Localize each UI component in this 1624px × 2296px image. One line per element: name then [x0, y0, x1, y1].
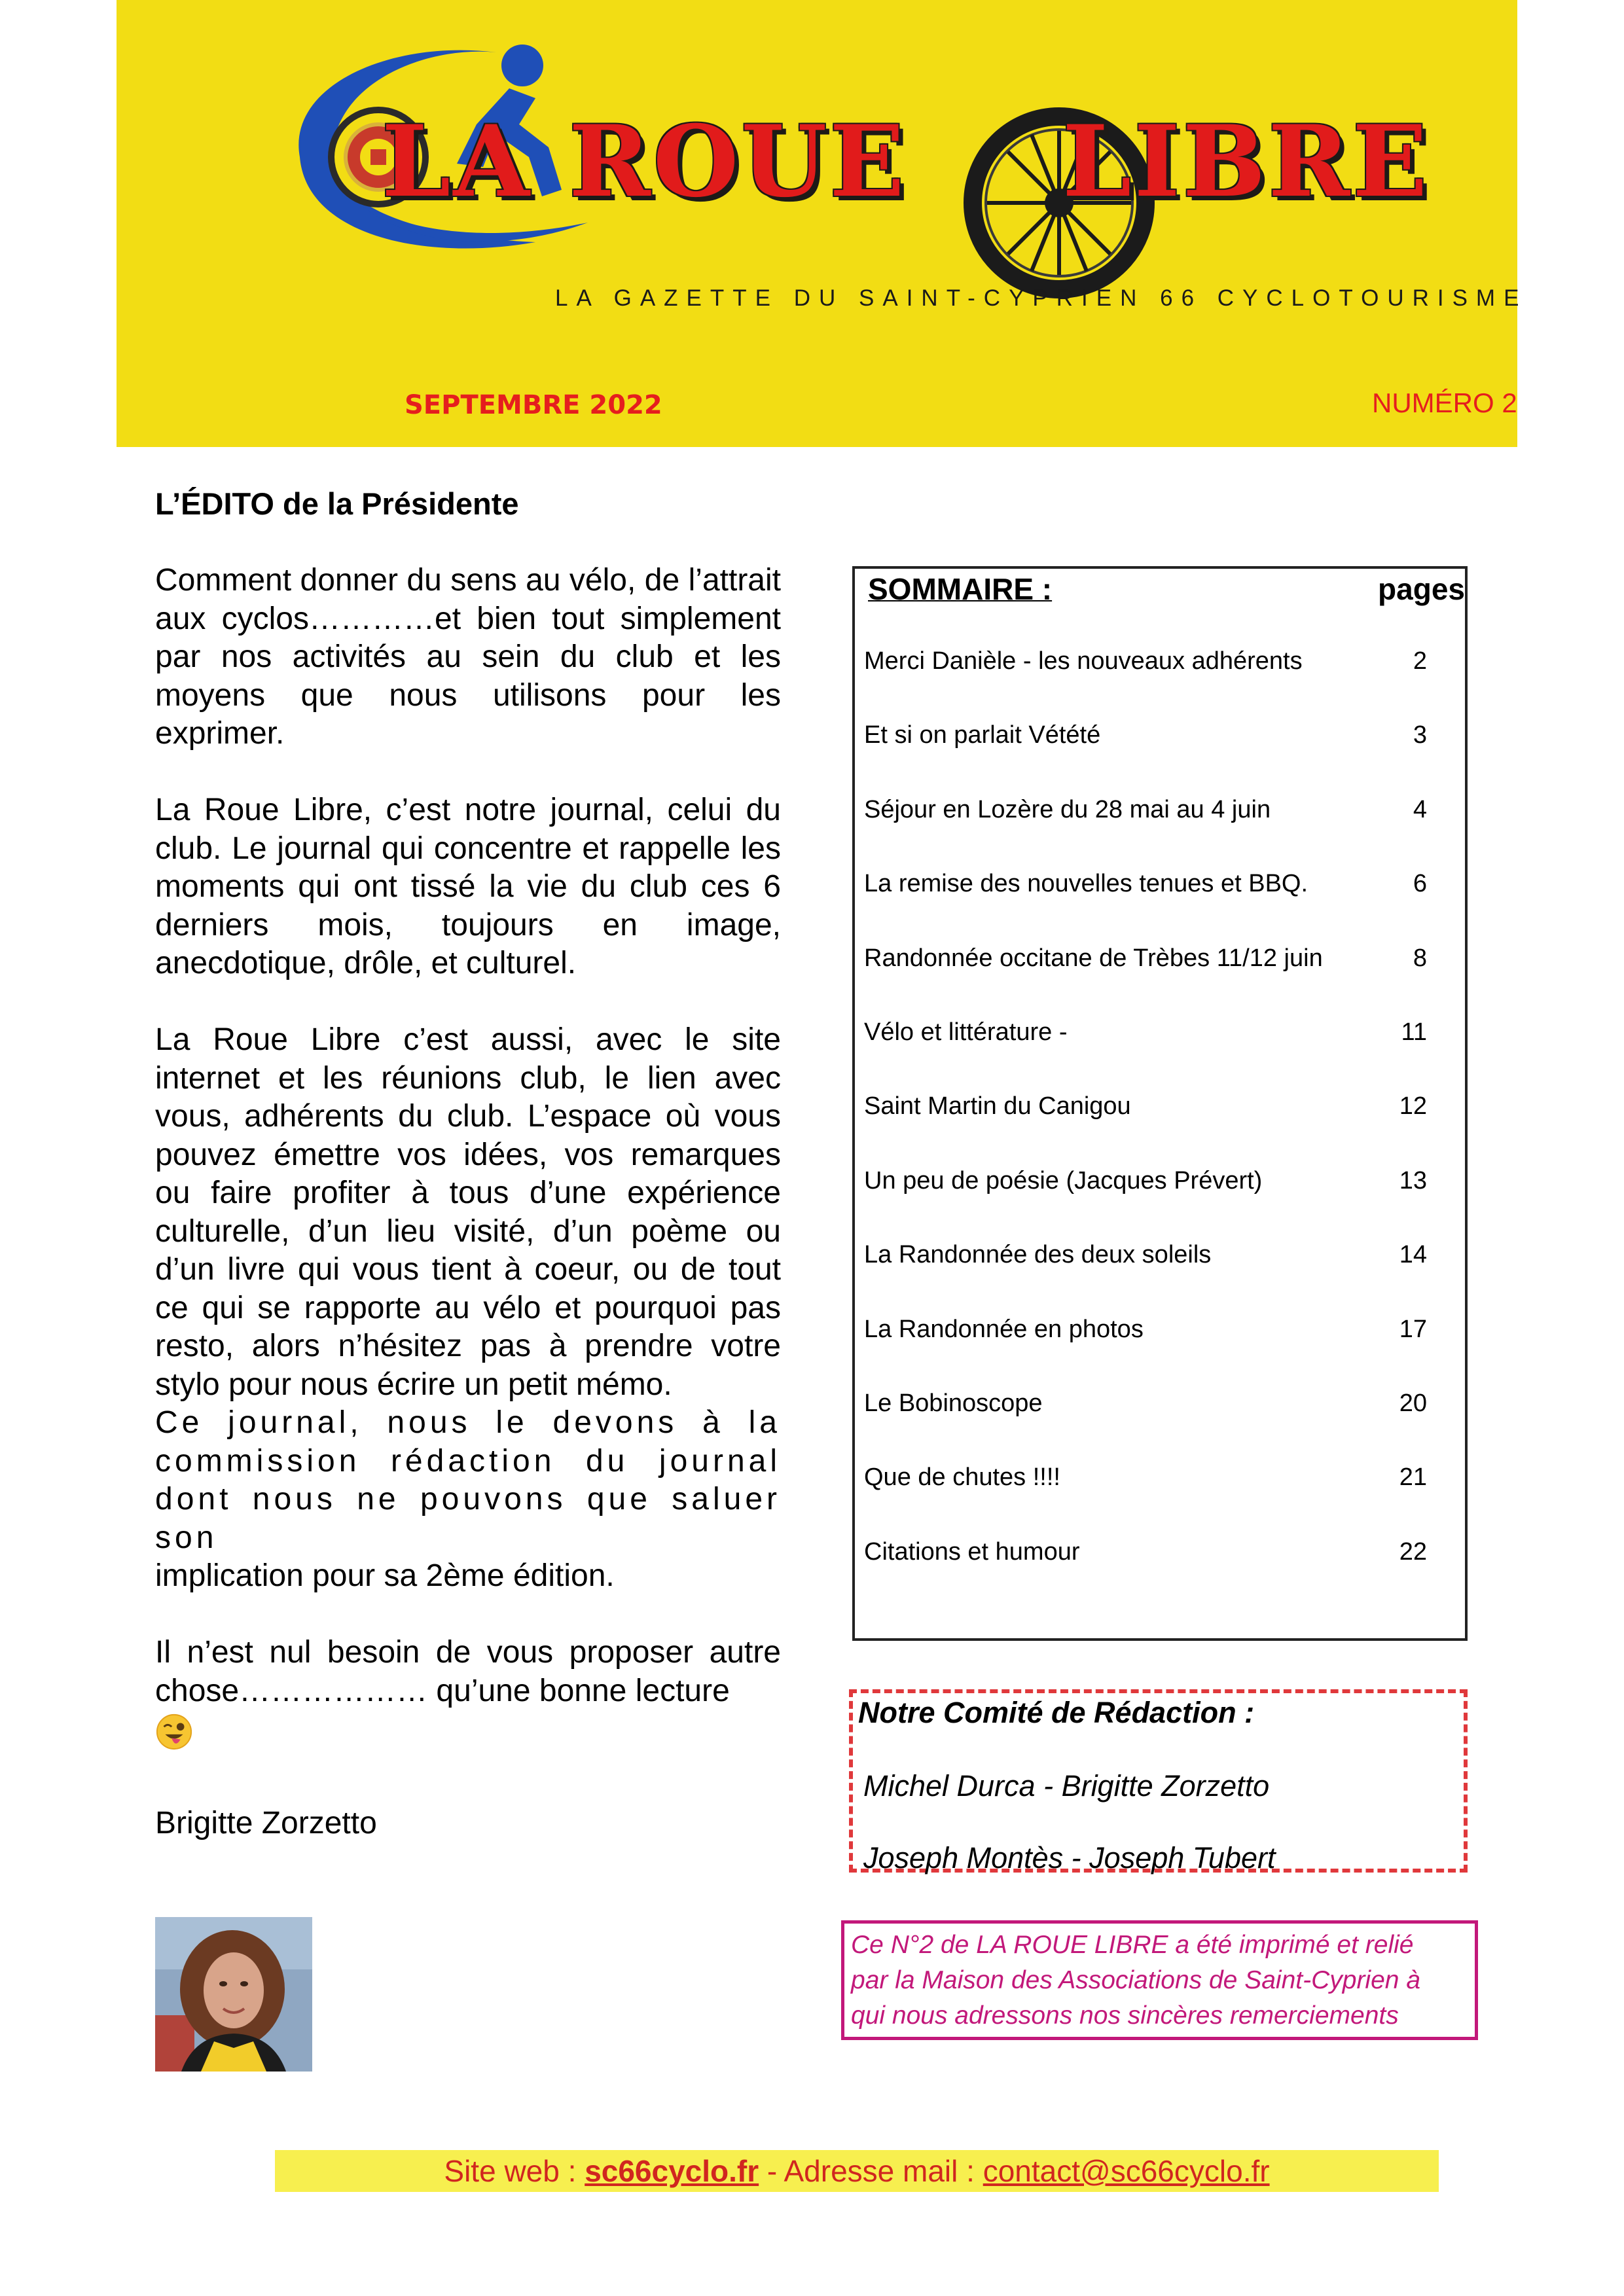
printing-credit-box [841, 1920, 1478, 2040]
committee-members: Joseph Montès - Joseph Tubert [863, 1841, 1276, 1874]
toc-entry [864, 870, 1427, 906]
table-of-contents [852, 566, 1468, 1641]
email-link[interactable]: contact@sc66cyclo.fr [983, 2154, 1270, 2188]
masthead [117, 0, 1528, 447]
edito-paragraph: La Roue Libre c’est aussi, avec le site internet et les réunions club, le lien avec vous, adhérents du club. L’espace où vous pouvez émettre vos idées, vos remarques ou faire profiter à tous d’une expérience culturelle, d’un lieu visité, d’un poème ou d’un livre qui vous tient à coeur, ou de tout ce qui se rapporte au vélo et pourquoi pas resto, alors n’hésitez pas à prendre votre stylo pour nous écrire un petit mémo. [155, 1022, 781, 1402]
toc-entry-label: Le Bobinoscope [864, 1390, 1043, 1417]
footer-contact [275, 2150, 1439, 2192]
toc-entry-page: 12 [1399, 1092, 1427, 1121]
committee-title: Notre Comité de Rédaction : [858, 1696, 1255, 1729]
toc-entry-page: 17 [1399, 1315, 1427, 1343]
toc-entry-label: Un peu de poésie (Jacques Prévert) [864, 1166, 1263, 1194]
toc-entry-page: 13 [1399, 1166, 1427, 1194]
toc-entry [864, 1241, 1427, 1278]
toc-entry [864, 1092, 1427, 1129]
edito-paragraph: La Roue Libre, c’est notre journal, celui du club. Le journal qui concentre et rappelle les moments qui ont tissé la vie du club ces 6 derniers mois, toujours en image, anecdotique, drôle, et culturel. [155, 793, 781, 980]
printing-credit-line: par la Maison des Associations de Saint-Cyprien à [851, 1966, 1420, 1994]
mail-label: - Adresse mail : [759, 2154, 983, 2188]
toc-entry-label: La remise des nouvelles tenues et BBQ. [864, 870, 1308, 898]
edito-title: L’ÉDITO de la Présidente [155, 486, 519, 521]
toc-entry-page: 11 [1401, 1018, 1427, 1046]
toc-entry-page: 4 [1413, 795, 1427, 823]
toc-entry [864, 647, 1427, 684]
toc-entry [864, 944, 1427, 981]
toc-entry-label: Saint Martin du Canigou [864, 1092, 1131, 1121]
printing-credit-line: qui nous adressons nos sincères remerciements [851, 2001, 1399, 2030]
issue-number: NUMÉRO 2 [1372, 387, 1517, 418]
toc-entry-label: Vélo et littérature - [864, 1018, 1068, 1046]
toc-entry-label: La Randonnée en photos [864, 1315, 1144, 1343]
toc-entry-label: La Randonnée des deux soleils [864, 1241, 1212, 1269]
toc-pages-label: pages [1378, 572, 1465, 606]
edito-paragraph: Comment donner du sens au vélo, de l’attrait aux cyclos…………et bien tout simplement par nos activités au sein du club et les moyens que nous utilisons pour les exprimer. [155, 563, 781, 751]
masthead-subtitle: LA GAZETTE DU SAINT-CYPRIEN 66 CYCLOTOURISME [555, 285, 1528, 311]
committee-members: Michel Durca - Brigitte Zorzetto [863, 1769, 1270, 1803]
website-link[interactable]: sc66cyclo.fr [585, 2154, 759, 2188]
toc-entry-label: Merci Danièle - les nouveaux adhérents [864, 647, 1303, 675]
toc-entry [864, 1316, 1427, 1352]
toc-entry [864, 1538, 1427, 1575]
toc-entry [864, 721, 1427, 758]
toc-entry [864, 796, 1427, 833]
toc-entry-page: 21 [1399, 1463, 1427, 1492]
title-libre: LIBRE [1062, 104, 1430, 219]
toc-entry-page: 2 [1413, 647, 1427, 675]
toc-entry-label: Et si on parlait Vétété [864, 721, 1101, 749]
toc-entry [864, 1463, 1427, 1500]
toc-entry-page: 14 [1399, 1241, 1427, 1269]
toc-entry-page: 6 [1413, 870, 1427, 898]
edito-text [155, 562, 781, 1751]
edito-signature: Brigitte Zorzetto [155, 1806, 377, 1840]
toc-entry-label: Séjour en Lozère du 28 mai au 4 juin [864, 795, 1271, 823]
editorial-committee-box [849, 1689, 1468, 1873]
president-photo [155, 1917, 312, 2072]
edito-paragraph: implication pour sa 2ème édition. [155, 1558, 615, 1593]
toc-title: SOMMAIRE : [868, 572, 1053, 606]
toc-entry-label: Randonnée occitane de Trèbes 11/12 juin [864, 944, 1323, 972]
printing-credit-line: Ce N°2 de LA ROUE LIBRE a été imprimé et relié [851, 1931, 1414, 1959]
toc-entry [864, 1390, 1427, 1426]
toc-entry [864, 1167, 1427, 1204]
site-label: Site web : [444, 2154, 585, 2188]
issue-date: SEPTEMBRE 2022 [405, 390, 662, 420]
toc-entry-label: Citations et humour [864, 1537, 1080, 1566]
toc-entry [864, 1018, 1427, 1055]
edito-paragraph: Ce journal, nous le devons à la commission rédaction du journal dont nous ne pouvons que saluer son [155, 1405, 781, 1555]
winking-tongue-emoji-icon [155, 1713, 193, 1751]
edito-paragraph: Il n’est nul besoin de vous proposer autre chose……………… qu’une bonne lecture [155, 1635, 781, 1708]
toc-entry-label: Que de chutes !!!! [864, 1463, 1060, 1492]
toc-entry-page: 20 [1399, 1390, 1427, 1417]
toc-entry-page: 8 [1413, 944, 1427, 972]
toc-entry-page: 22 [1399, 1537, 1427, 1566]
title-la-roue: LA ROUE [382, 104, 907, 219]
toc-entry-page: 3 [1413, 721, 1427, 749]
